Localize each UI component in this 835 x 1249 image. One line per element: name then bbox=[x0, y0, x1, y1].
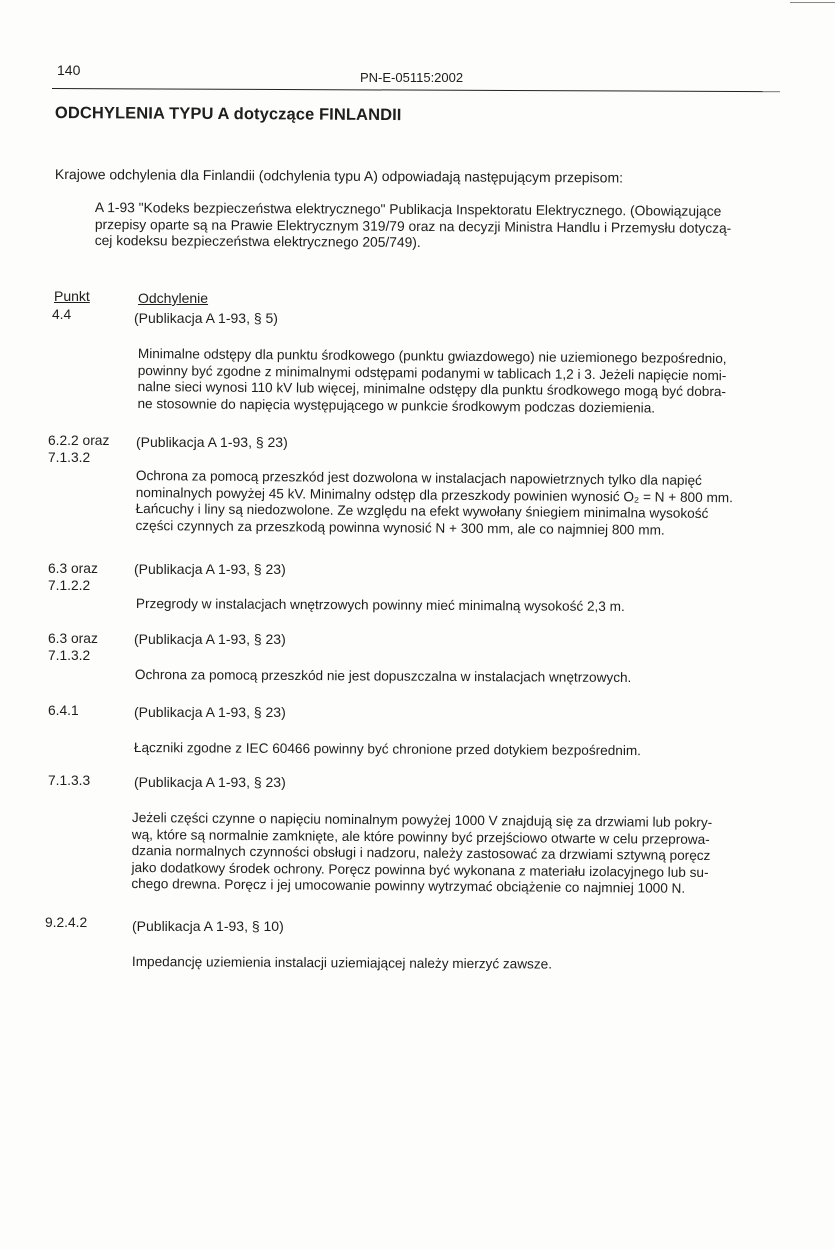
clause-number bbox=[52, 306, 71, 323]
publication-reference: (Publikacja A 1-93, § 23) bbox=[134, 631, 286, 647]
column-header-punkt: Punkt bbox=[54, 288, 90, 304]
regulation-paragraph bbox=[95, 200, 785, 254]
text-line: nalne sieci wynosi 110 kV lub więcej, minimalne odstępy dla punktu środkowego mogą być dobra- bbox=[137, 378, 727, 400]
text-line: chego drewna. Poręcz i jej umocowanie powinny wytrzymać obciążenie co najmniej 1000 N. bbox=[131, 875, 686, 896]
clause-number bbox=[48, 630, 98, 664]
header-rule bbox=[52, 88, 780, 92]
text-line: jako dodatkowy środek ochrony. Poręcz powinna być wykonana z materiału izolacyjnego lub su- bbox=[131, 859, 709, 880]
deviation-text bbox=[136, 596, 786, 616]
text-line: części czynnych za przeszkodą powinna wynosić N + 300 mm, ale co najmniej 800 mm. bbox=[135, 517, 665, 538]
clause-number bbox=[48, 432, 109, 466]
regulation-line: cej kodeksu bezpieczeństwa elektrycznego 205/749). bbox=[94, 232, 421, 250]
clause-line: 7.1.2.2 bbox=[48, 578, 91, 593]
text-line: Przegrody w instalacjach wnętrzowych powinny mieć minimalną wysokość 2,3 m. bbox=[135, 596, 625, 614]
deviation-text bbox=[134, 740, 784, 760]
publication-reference: (Publikacja A 1-93, § 23) bbox=[134, 704, 286, 720]
publication-reference: (Publikacja A 1-93, § 23) bbox=[136, 434, 288, 450]
clause-line: 7.1.3.2 bbox=[48, 648, 91, 663]
text-line: Jeżeli części czynne o napięciu nominalnym powyżej 1000 V znajdują się za drzwiami lub pokry- bbox=[131, 810, 713, 831]
section-title: ODCHYLENIA TYPU A dotyczące FINLANDII bbox=[54, 104, 402, 125]
text-line: ne stosownie do napięcia występującego w punkcie środkowym podczas doziemienia. bbox=[137, 395, 656, 416]
text-line: Minimalne odstępy dla punktu środkowego (punktu gwiazdowego) nie uziemionego bezpośrednio, bbox=[137, 346, 727, 367]
clause-number bbox=[48, 560, 98, 594]
text-line: Łańcuchy i liny są niedozwolone. Ze względu na efekt wywołany śniegiem minimalna wysokość bbox=[135, 500, 709, 521]
clause-number bbox=[45, 914, 87, 931]
regulation-line: przepisy oparte są na Prawie Elektrycznym 319/79 oraz na decyzji Ministra Handlu i Przemysłu dotyczą- bbox=[94, 216, 732, 236]
deviation-text bbox=[135, 468, 786, 540]
clause-line: 9.2.4.2 bbox=[45, 915, 88, 930]
deviation-text bbox=[132, 954, 782, 974]
text-line: nominalnych powyżej 45 kV. Minimalny odstęp dla przeszkody powinien wynosić O₂ = N + 800 mm. bbox=[135, 484, 733, 505]
text-line: Ochrona za pomocą przeszkód nie jest dopuszczalna w instalacjach wnętrzowych. bbox=[134, 667, 632, 686]
text-line: Impedancję uziemienia instalacji uziemiającej należy mierzyć zawsze. bbox=[131, 954, 553, 972]
clause-line: 7.1.3.3 bbox=[48, 773, 91, 788]
clause-line: 4.4 bbox=[52, 307, 72, 322]
page-number: 140 bbox=[57, 62, 81, 78]
clause-line: 6.3 oraz bbox=[48, 631, 98, 646]
clause-line: 6.2.2 oraz bbox=[48, 433, 110, 448]
text-line: Łączniki zgodne z IEC 60466 powinny być chronione przed dotykiem bezpośrednim. bbox=[133, 740, 642, 759]
text-line: Ochrona za pomocą przeszkód jest dozwolona w instalacjach napowietrznych tylko dla napięć bbox=[135, 468, 702, 488]
clause-number bbox=[48, 702, 79, 719]
text-line: wą, które są normalnie zamknięte, ale które powinny być przejściowo otwarte w celu przeprowa- bbox=[131, 826, 710, 847]
clause-number bbox=[48, 772, 90, 789]
deviation-text bbox=[137, 346, 788, 418]
publication-reference: (Publikacja A 1-93, § 23) bbox=[134, 561, 286, 577]
text-line: powinny być zgodne z minimalnymi odstępami podanymi w tablicach 1,2 i 3. Jeżeli napięcie nomi- bbox=[137, 362, 727, 383]
deviation-text bbox=[131, 810, 782, 898]
clause-line: 7.1.3.2 bbox=[48, 450, 91, 465]
standard-number: PN-E-05115:2002 bbox=[360, 70, 464, 85]
intro-text: Krajowe odchylenia dla Finlandii (odchylenia typu A) odpowiadają następującym przepisom: bbox=[54, 166, 624, 186]
publication-reference: (Publikacja A 1-93, § 23) bbox=[134, 774, 286, 790]
clause-line: 6.3 oraz bbox=[48, 561, 98, 576]
text-line: dzania normalnych czynności obsługi i nadzoru, należy zastosować za drzwiami sztywną poręcz bbox=[131, 842, 711, 864]
scan-edge-line bbox=[790, 2, 835, 3]
regulation-line: A 1-93 "Kodeks bezpieczeństwa elektrycznego" Publikacja Inspektoratu Elektrycznego. (Obowiązujące bbox=[94, 200, 722, 219]
column-header-odchylenie: Odchylenie bbox=[138, 290, 209, 306]
publication-reference: (Publikacja A 1-93, § 5) bbox=[134, 310, 278, 326]
clause-line: 6.4.1 bbox=[48, 703, 79, 718]
publication-reference: (Publikacja A 1-93, § 10) bbox=[132, 918, 284, 934]
deviation-text bbox=[135, 667, 785, 687]
